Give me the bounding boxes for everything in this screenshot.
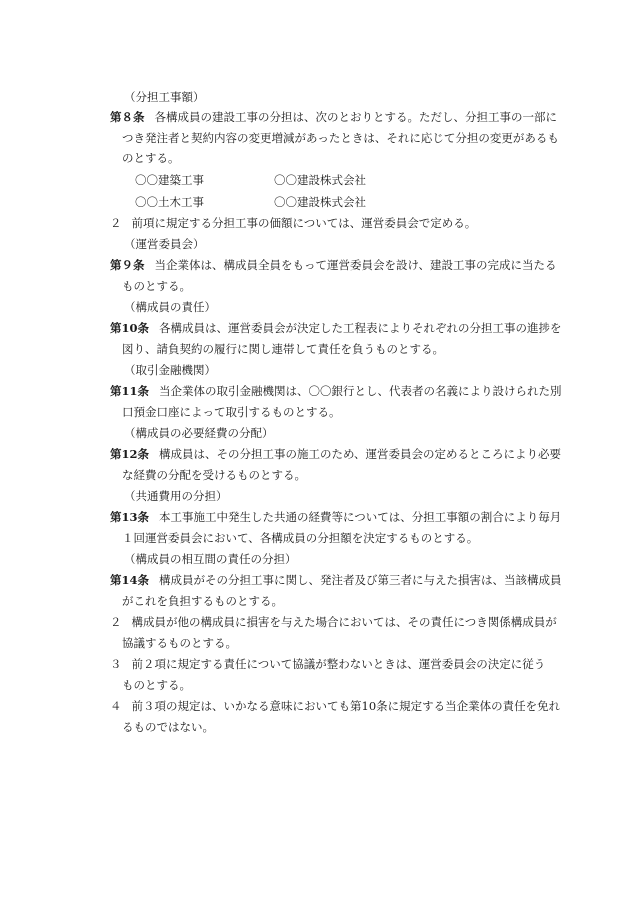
article-10-number: 第10条 xyxy=(110,321,150,335)
article-12-line-2: な経費の分配を受けるものとする。 xyxy=(122,468,306,482)
article-13-number: 第13条 xyxy=(110,510,150,524)
article-13-caption: （共通費用の分担） xyxy=(124,489,228,503)
allocation-company-2: 〇〇建設株式会社 xyxy=(274,195,366,209)
article-12-caption: （構成員の必要経費の分配） xyxy=(124,426,274,440)
allocation-work-2: 〇〇土木工事 xyxy=(135,195,204,209)
article-9-line-1: 第９条 当企業体は、構成員全員をもって運営委員会を設け、建設工事の完成に当たる xyxy=(110,258,557,272)
article-8-line-1 xyxy=(110,107,580,127)
para-number: ３ xyxy=(110,657,122,671)
article-10-caption: （構成員の責任） xyxy=(124,300,216,314)
article-8-text: 各構成員の建設工事の分担は、次のとおりとする。ただし、分担工事の一部に xyxy=(154,110,557,124)
article-14-para-3-line-2: ものとする。 xyxy=(122,678,191,692)
article-9-number: 第９条 xyxy=(110,258,145,272)
article-11-line-2: 口預金口座によって取引するものとする。 xyxy=(122,405,341,419)
para-number: ２ xyxy=(110,615,122,629)
article-13-line-1: 第13条 本工事施工中発生した共通の経費等については、分担工事額の割合により毎月 xyxy=(110,510,562,524)
article-14-para-4-line-1: ４ 前３項の規定は、いかなる意味においても第10条に規定する当企業体の責任を免れ xyxy=(110,699,561,713)
article-10-line-2: 図り、請負契約の履行に関し連帯して責任を負うものとする。 xyxy=(122,342,444,356)
article-14-para-4-line-2: るものではない。 xyxy=(122,720,214,734)
article-14-para-2-line-2: 協議するものとする。 xyxy=(122,636,237,650)
article-12-number: 第12条 xyxy=(110,447,150,461)
para-number: ２ xyxy=(110,216,122,230)
para-number: ４ xyxy=(110,699,122,713)
article-14-line-1: 第14条 構成員がその分担工事に関し、発注者及び第三者に与えた損害は、当該構成員 xyxy=(110,573,562,587)
article-8-line-3: のとする。 xyxy=(122,151,180,165)
article-9-line-2: ものとする。 xyxy=(122,279,191,293)
allocation-company-1: 〇〇建設株式会社 xyxy=(274,173,366,187)
article-8-number: 第８条 xyxy=(110,110,145,124)
article-11-caption: （取引金融機関） xyxy=(124,363,216,377)
article-14-para-2-line-1: ２ 構成員が他の構成員に損害を与えた場合においては、その責任につき関係構成員が xyxy=(110,615,557,629)
article-12-line-1: 第12条 構成員は、その分担工事の施工のため、運営委員会の定めるところにより必要 xyxy=(110,447,562,461)
article-14-line-2: がこれを負担するものとする。 xyxy=(122,594,283,608)
article-9-caption: （運営委員会） xyxy=(124,237,205,251)
article-8-para-2: ２ 前項に規定する分担工事の価額については、運営委員会で定める。 xyxy=(110,216,477,230)
article-14-caption: （構成員の相互間の責任の分担） xyxy=(124,552,297,566)
article-11-line-1: 第11条 当企業体の取引金融機関は、〇〇銀行とし、代表者の名義により設けられた別 xyxy=(110,384,562,398)
article-10-line-1: 第10条 各構成員は、運営委員会が決定した工程表によりそれぞれの分担工事の進捗を xyxy=(110,321,562,335)
article-14-number: 第14条 xyxy=(110,573,150,587)
article-14-para-3-line-1: ３ 前２項に規定する責任について協議が整わないときは、運営委員会の決定に従う xyxy=(110,657,546,671)
article-13-line-2: １回運営委員会において、各構成員の分担額を決定するものとする。 xyxy=(122,531,479,545)
article-8-caption: （分担工事額） xyxy=(124,90,205,104)
article-11-number: 第11条 xyxy=(110,384,150,398)
article-8-line-2: つき発注者と契約内容の変更増減があったときは、それに応じて分担の変更があるも xyxy=(122,131,559,145)
allocation-work-1: 〇〇建築工事 xyxy=(135,173,204,187)
